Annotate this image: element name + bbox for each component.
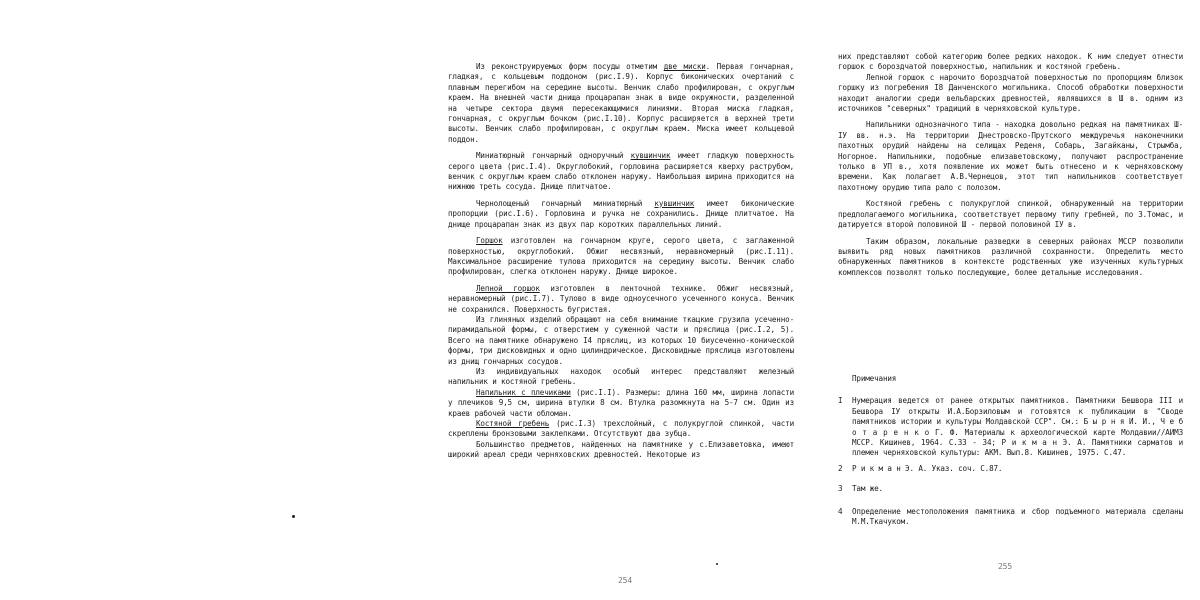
scan-speck (292, 515, 295, 518)
notes-title: Примечания (852, 374, 897, 383)
scan-speck (716, 563, 718, 565)
paragraph-molded-pot-analogies: Лепной горшок с нарочито бороздчатой поверхностью по пропорциям близок горшку из погребения I8 Данченского могильника. Способ обработки поверхности находит аналогии среди вельбарских древностей, являвшихся в Ш в. одним из источников "северных" традиций в черняховской культуре. (838, 72, 1183, 114)
paragraph-file: Напильник с плечиками (рис.I.I). Размеры: длина 160 мм, ширина лопасти у плечиков 9,5 см, ширина втулки 8 см. Втулка разомкнута на 5-7 см. Один из краев рабочей части обломан. (448, 387, 795, 418)
paragraph-continuation: них представляют собой категорию более редких находок. К ним следует отнести горшок с бороздчатой поверхностью, напильник и костяной гребень. (838, 52, 1183, 72)
paragraph-pot: Горшок изготовлен на гончарном круге, серого цвета, с заглаженной поверхностью, округлобокий. Обжиг несвязный, неравномерный (рис.I.11). Максимальное расширение тулова приходится на середину высоты. Венчик слабо профилирован, слегка отклонен наружу. Днище широкое. (448, 236, 794, 277)
note-item: 3 Там же. (838, 484, 883, 494)
left-page (448, 0, 794, 600)
paragraph-conclusion: Таким образом, локальные разведки в северных районах МССР позволили выявить ряд новых памятников различной сохранности. Определить место обнаруженных памятников в контексте родственных уже изученных культурных комплексов позволят только последующие, более детальные исследования. (838, 236, 1183, 277)
paragraph-files-rarity: Напильники однозначного типа - находка довольно редкая на памятниках Ш-IУ вв. н.э. На территории Днестровско-Прутского междуречья наконечники пахотных орудий найдены на селищах Реденя, Собарь, Загайканы, Стрымба, Ногорное. Напильники, подобные елизаветовскому, получают распространение только в УП в., хотя появление их может быть отнесено и к черняховскому времени. Как полагает А.В.Чернецов, этот тип напильников соответствует пахотному орудию типа рало с полозом. (838, 120, 1183, 192)
right-page (838, 0, 1183, 600)
page-number-left: 254 (618, 576, 632, 585)
paragraph-majority: Большинство предметов, найденных на памятнике у с.Елизаветовка, имеют широкий ареал среди черняховских древностей. Некоторые из (448, 439, 794, 460)
paragraph-clay-items: Из глиняных изделий обращают на себя внимание ткацкие грузила усеченно-пирамидальной формы, с отверстием у суженной части и пряслица (рис.I.2, 5). Всего на памятнике обнаружено I4 пряслиц, из которых 10 биусеченно-конической формы, три дисковидных и одно цилиндрическое. Дисковидные пряслица изготовлены из днищ гончарных сосудов. (448, 314, 794, 366)
note-item: I Нумерация ведется от ранее открытых памятников. Памятники Бешвора III и Бешвора IУ открыты И.А.Борзиловым и готовятся к публикации в "Своде памятников истории и культуры Молдавской ССР". См.: Б ы р н я И. И., Ч е б о т а р е н к о Г. Ф. Материалы к археологической карте Молдавии//АИМЗ МССР. Кишинев, 1964. С.33 - 34; Р и к м а н Э. А. Памятники сарматов и племен черняховской культуры: АКМ. Вып.8. Кишинев, 1975. С.47. (838, 396, 1183, 458)
paragraph-bowls: Из реконструируемых форм посуды отметим две миски. Первая гончарная, гладкая, с кольцевым поддоном (рис.I.9). Корпус биконических очертаний с плавным перегибом на середине высоты. Венчик слабо профилирован, с округлым краем. На внешней части днища процарапан знак в виде окружности, разделенной на четыре сектора двумя пересекающимися линиями. Вторая миска гладкая, гончарная, с округлым бочком (рис.I.10). Корпус расширяется в верхней трети высоты. Венчик слабо профилирован, с округлым краем. Миска имеет кольцевой поддон. (448, 62, 795, 144)
paragraph-jug-2: Чернолощеный гончарный миниатюрный кувшинчик имеет биконические пропорции (рис.I.6). Горловина и ручка не сохранились. Днище плитчатое. На днище процарапан знак из двух пар коротких параллельных линий. (448, 198, 795, 229)
right-page-text (838, 52, 1183, 278)
paragraph-comb-dating: Костяной гребень с полукруглой спинкой, обнаруженный на территории предполагаемого могильника, соответствует первому типу гребней, по З.Томас, и датируется второй половиной Ш - первой половиной IУ в. (838, 199, 1183, 230)
paragraph-individual-finds: Из индивидуальных находок особый интерес представляют железный напильник и костяной гребень. (448, 366, 794, 387)
note-item: 4 Определение местоположения памятника и сбор подъемного материала сделаны М.М.Ткачуком. (838, 506, 1183, 527)
left-page-text (448, 62, 794, 461)
notes-section (838, 374, 1183, 527)
paragraph-jug-1: Миниатюрный гончарный одноручный кувшинчик имеет гладкую поверхность серого цвета (рис.I.4). Округлобокий, горловина расширяется кверху раструбом, венчик с округлым краем слабо отклонен наружу. Наибольшая ширина приходится на нижнюю треть сосуда. Днище плитчатое. (448, 151, 794, 192)
paragraph-molded-pot: Лепной горшок изготовлен в ленточной технике. Обжиг несвязный, неравномерный (рис.I.7). Тулово в виде одноусечного усеченного конуса. Венчик не сохранился. Поверхность бугристая. (448, 283, 794, 314)
page-number-right: 255 (998, 562, 1012, 571)
note-item: 2 Р и к м а н Э. А. Указ. соч. С.87. (838, 463, 1003, 473)
paragraph-comb: Костяной гребень (рис.I.3) трехслойный, с полукруглой спинкой, части скреплены бронзовыми заклепками. Отсутствуют два зубца. (448, 419, 795, 439)
